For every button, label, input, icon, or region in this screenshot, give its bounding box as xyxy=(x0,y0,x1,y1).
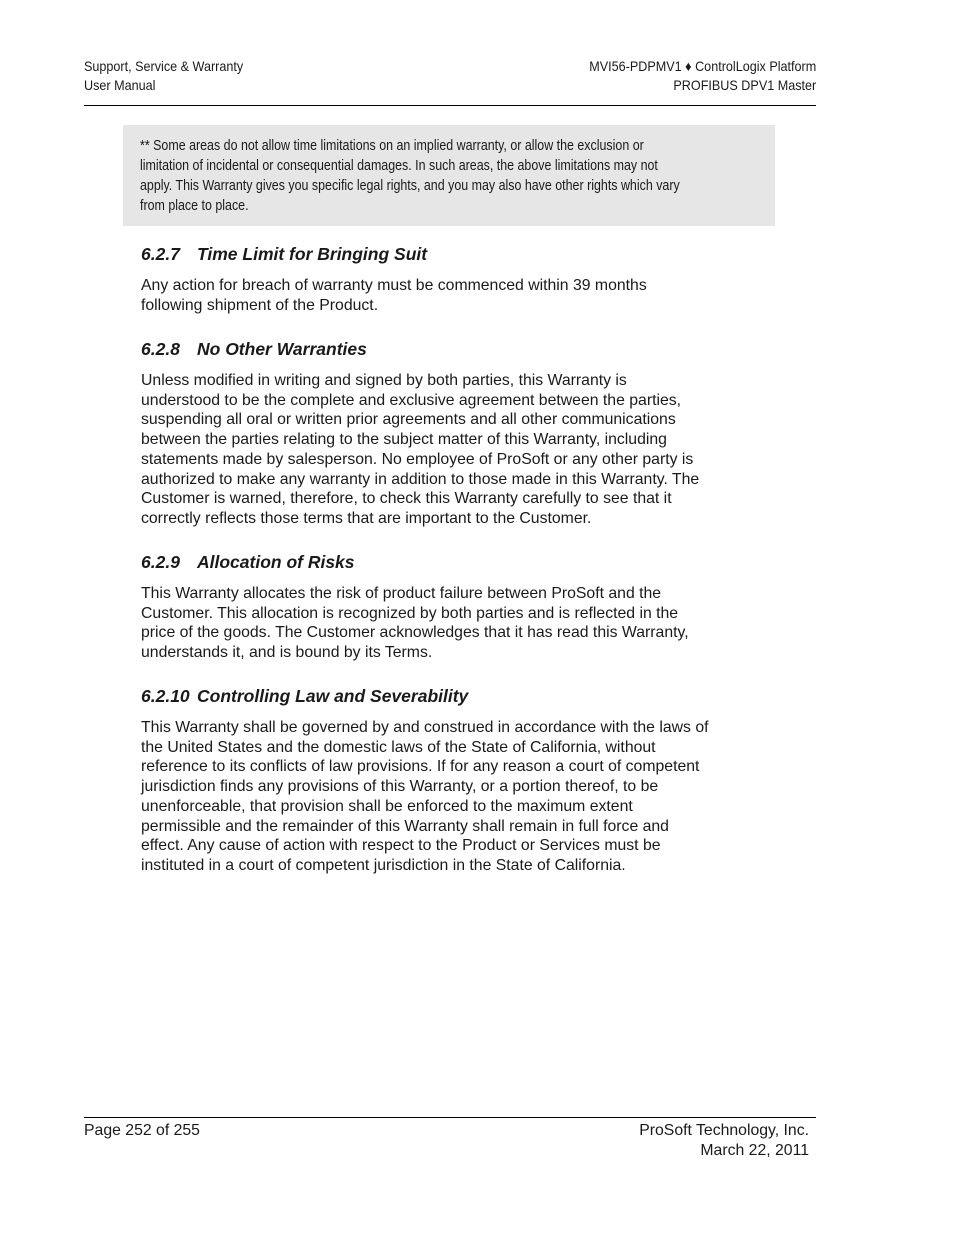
body-line: understands it, and is bound by its Terms. xyxy=(141,644,433,662)
body-line: the United States and the domestic laws of the State of California, without xyxy=(141,738,656,756)
section-title: Controlling Law and Severability xyxy=(197,686,469,706)
body-line: Customer. This allocation is recognized by both parties and is reflected in the xyxy=(141,604,679,622)
body-line: following shipment of the Product. xyxy=(141,296,379,314)
section-number: 6.2.10 xyxy=(141,686,190,706)
body-line: reference to its conflicts of law provisions. If for any reason a court of competent xyxy=(141,758,700,776)
body-line: This Warranty allocates the risk of product failure between ProSoft and the xyxy=(141,585,662,602)
body-line: This Warranty shall be governed by and construed in accordance with the laws of xyxy=(141,719,709,736)
warranty-note-box xyxy=(123,125,775,226)
body-line: price of the goods. The Customer acknowledges that it has read this Warranty, xyxy=(141,624,689,642)
section-body-controlling-law xyxy=(141,718,781,876)
section-heading-controlling-law xyxy=(141,686,468,707)
body-line: Unless modified in writing and signed by both parties, this Warranty is xyxy=(141,372,627,389)
header-protocol: PROFIBUS DPV1 Master xyxy=(673,77,816,93)
body-line: between the parties relating to the subject matter of this Warranty, including xyxy=(141,431,667,449)
section-title: Allocation of Risks xyxy=(197,552,355,572)
page-footer xyxy=(84,1117,816,1159)
body-line: statements made by salesperson. No employee of ProSoft or any other party is xyxy=(141,450,694,468)
section-body-allocation-of-risks xyxy=(141,584,771,663)
section-number: 6.2.9 xyxy=(141,552,180,572)
body-line: Any action for breach of warranty must be commenced within 39 months xyxy=(141,277,647,294)
page-header xyxy=(84,57,816,106)
note-line: limitation of incidental or consequential damages. In such areas, the above limitations may not xyxy=(140,158,658,174)
warranty-note-text xyxy=(140,136,749,216)
body-line: unenforceable, that provision shall be enforced to the maximum extent xyxy=(141,797,633,815)
section-number: 6.2.8 xyxy=(141,339,180,359)
body-line: permissible and the remainder of this Warranty shall remain in full force and xyxy=(141,817,669,835)
footer-company: ProSoft Technology, Inc. xyxy=(639,1122,809,1139)
body-line: authorized to make any warranty in addition to those made in this Warranty. The xyxy=(141,470,700,488)
header-chapter: Support, Service & Warranty xyxy=(84,58,244,74)
section-heading-allocation-of-risks xyxy=(141,552,355,573)
footer-date: March 22, 2011 xyxy=(700,1142,809,1159)
body-line: Customer is warned, therefore, to check this Warranty carefully to see that it xyxy=(141,490,672,508)
footer-page-number: Page 252 of 255 xyxy=(84,1122,200,1139)
footer-right xyxy=(639,1121,809,1161)
section-body-time-limit xyxy=(141,276,771,315)
header-right xyxy=(589,57,816,95)
header-left xyxy=(84,57,243,95)
section-heading-time-limit xyxy=(141,244,427,265)
body-line: correctly reflects those terms that are important to the Customer. xyxy=(141,509,592,527)
header-product: MVI56-PDPMV1 ♦ ControlLogix Platform xyxy=(588,58,816,74)
section-body-no-other-warranties xyxy=(141,371,771,529)
body-line: suspending all oral or written prior agreements and all other communications xyxy=(141,411,676,429)
header-manual-type: User Manual xyxy=(84,77,156,93)
note-line: ** Some areas do not allow time limitations on an implied warranty, or allow the exclusion or xyxy=(140,138,644,154)
note-line: apply. This Warranty gives you specific legal rights, and you may also have other rights which vary xyxy=(140,178,680,194)
body-line: understood to be the complete and exclusive agreement between the parties, xyxy=(141,391,682,409)
body-line: jurisdiction finds any provisions of this Warranty, or a portion thereof, to be xyxy=(141,778,659,796)
section-heading-no-other-warranties xyxy=(141,339,367,360)
note-line: from place to place. xyxy=(140,198,249,214)
section-title: No Other Warranties xyxy=(197,339,367,359)
body-line: instituted in a court of competent jurisdiction in the State of California. xyxy=(141,856,626,874)
section-title: Time Limit for Bringing Suit xyxy=(197,244,428,264)
section-number: 6.2.7 xyxy=(141,244,180,264)
body-line: effect. Any cause of action with respect to the Product or Services must be xyxy=(141,837,661,855)
